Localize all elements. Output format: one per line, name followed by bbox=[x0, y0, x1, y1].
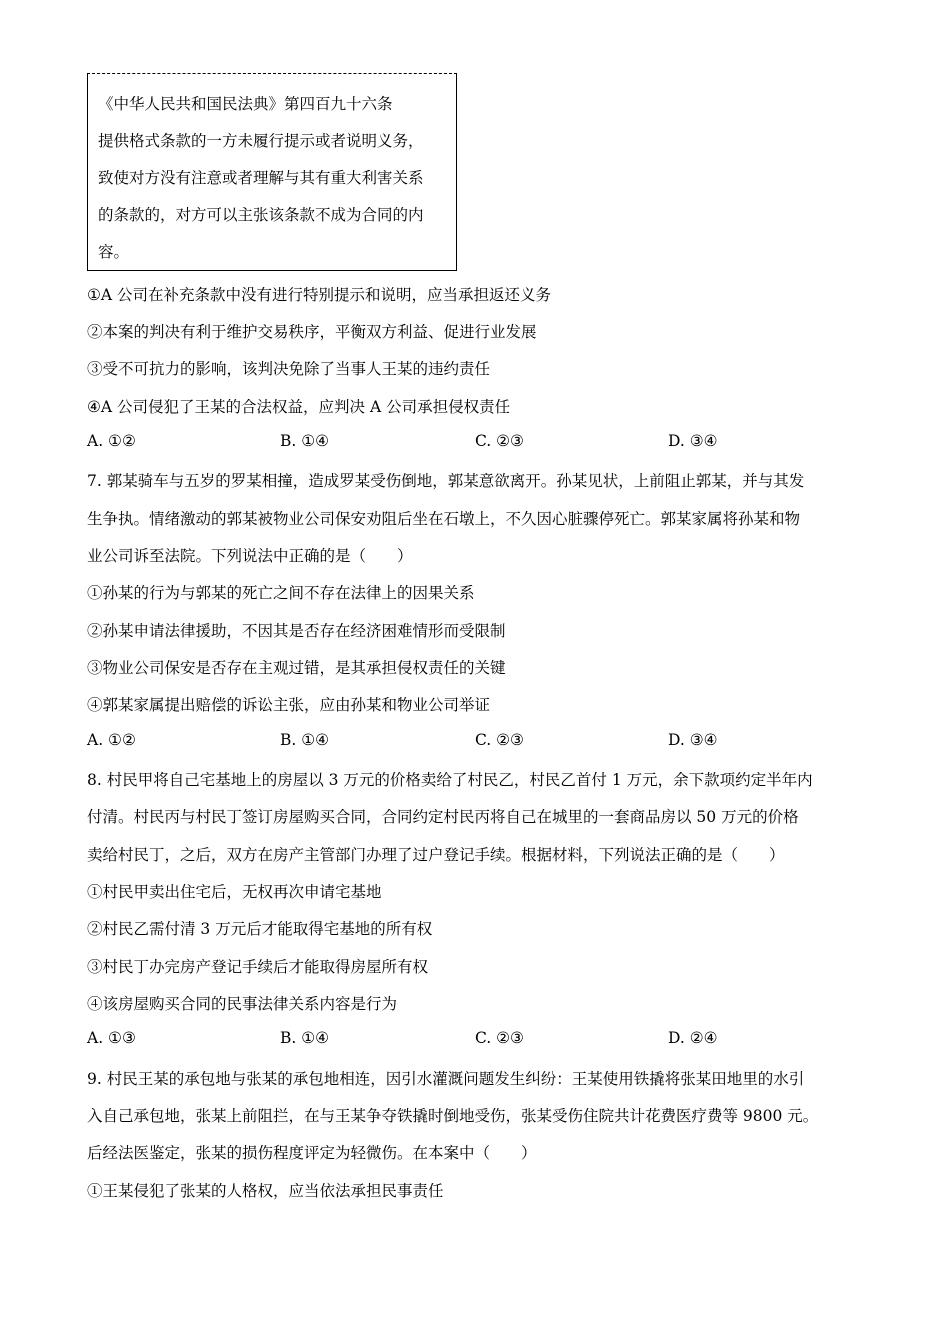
q7-statement-1: ①孙某的行为与郭某的死亡之间不存在法律上的因果关系 bbox=[87, 584, 475, 602]
q6-statement-3: ③受不可抗力的影响，该判决免除了当事人王某的违约责任 bbox=[87, 360, 491, 378]
q7-option-b[interactable]: B. ①④ bbox=[280, 731, 330, 749]
q6-statement-2: ②本案的判决有利于维护交易秩序，平衡双方利益、促进行业发展 bbox=[87, 323, 537, 341]
law-box-line: 的条款的，对方可以主张该条款不成为合同的内 bbox=[98, 206, 424, 224]
q8-statement-4: ④该房屋购买合同的民事法律关系内容是行为 bbox=[87, 995, 398, 1013]
q6-statement-1: ①A 公司在补充条款中没有进行特别提示和说明，应当承担返还义务 bbox=[87, 286, 552, 304]
q6-option-b[interactable]: B. ①④ bbox=[280, 432, 330, 450]
q6-statement-4: ④A 公司侵犯了王某的合法权益，应判决 A 公司承担侵权责任 bbox=[87, 398, 511, 416]
q8-statement-2: ②村民乙需付清 3 万元后才能取得宅基地的所有权 bbox=[87, 920, 433, 938]
q7-stem-line: 7. 郭某骑车与五岁的罗某相撞，造成罗某受伤倒地，郭某意欲离开。孙某见状，上前阻止郭某，并与其发 bbox=[87, 472, 805, 490]
q9-stem-line: 入自己承包地，张某上前阻拦，在与王某争夺铁撬时倒地受伤，张某受伤住院共计花费医疗费等 9800 元。 bbox=[87, 1107, 819, 1125]
q7-option-d[interactable]: D. ③④ bbox=[668, 731, 718, 749]
q6-option-d[interactable]: D. ③④ bbox=[668, 432, 718, 450]
q7-stem-line: 业公司诉至法院。下列说法中正确的是（ ） bbox=[87, 547, 413, 565]
q8-stem-line: 8. 村民甲将自己宅基地上的房屋以 3 万元的价格卖给了村民乙，村民乙首付 1 万元，余下款项约定半年内 bbox=[87, 771, 813, 789]
q8-option-c[interactable]: C. ②③ bbox=[475, 1029, 524, 1047]
law-box-line: 致使对方没有注意或者理解与其有重大利害关系 bbox=[98, 169, 424, 187]
q9-statement-1: ①王某侵犯了张某的人格权，应当依法承担民事责任 bbox=[87, 1182, 444, 1200]
q8-statement-3: ③村民丁办完房产登记手续后才能取得房屋所有权 bbox=[87, 958, 429, 976]
law-box-line: 提供格式条款的一方未履行提示或者说明义务， bbox=[98, 132, 424, 150]
q7-statement-3: ③物业公司保安是否存在主观过错，是其承担侵权责任的关键 bbox=[87, 659, 506, 677]
q7-statement-4: ④郭某家属提出赔偿的诉讼主张，应由孙某和物业公司举证 bbox=[87, 696, 491, 714]
q8-option-a[interactable]: A. ①③ bbox=[87, 1029, 136, 1047]
q7-stem-line: 生争执。情绪激动的郭某被物业公司保安劝阻后坐在石墩上，不久因心脏骤停死亡。郭某家属将孙某和物 bbox=[87, 510, 801, 528]
q8-option-d[interactable]: D. ②④ bbox=[668, 1029, 718, 1047]
q7-statement-2: ②孙某申请法律援助，不因其是否存在经济困难情形而受限制 bbox=[87, 622, 506, 640]
law-box-line: 容。 bbox=[98, 243, 130, 261]
q8-stem-line: 卖给村民丁，之后，双方在房产主管部门办理了过户登记手续。根据材料，下列说法正确的是（ ） bbox=[87, 846, 785, 864]
q8-statement-1: ①村民甲卖出住宅后，无权再次申请宅基地 bbox=[87, 883, 382, 901]
law-excerpt-box bbox=[87, 73, 457, 271]
q7-option-a[interactable]: A. ①② bbox=[87, 731, 136, 749]
q9-stem-line: 后经法医鉴定，张某的损伤程度评定为轻微伤。在本案中（ ） bbox=[87, 1144, 537, 1162]
q6-option-c[interactable]: C. ②③ bbox=[475, 432, 524, 450]
q8-option-b[interactable]: B. ①④ bbox=[280, 1029, 330, 1047]
q8-stem-line: 付清。村民丙与村民丁签订房屋购买合同，合同约定村民丙将自己在城里的一套商品房以 50 万元的价格 bbox=[87, 808, 799, 826]
q7-option-c[interactable]: C. ②③ bbox=[475, 731, 524, 749]
q9-stem-line: 9. 村民王某的承包地与张某的承包地相连，因引水灌溉问题发生纠纷：王某使用铁撬将张某田地里的水引 bbox=[87, 1070, 805, 1088]
q6-option-a[interactable]: A. ①② bbox=[87, 432, 136, 450]
law-box-line: 《中华人民共和国民法典》第四百九十六条 bbox=[98, 95, 393, 113]
